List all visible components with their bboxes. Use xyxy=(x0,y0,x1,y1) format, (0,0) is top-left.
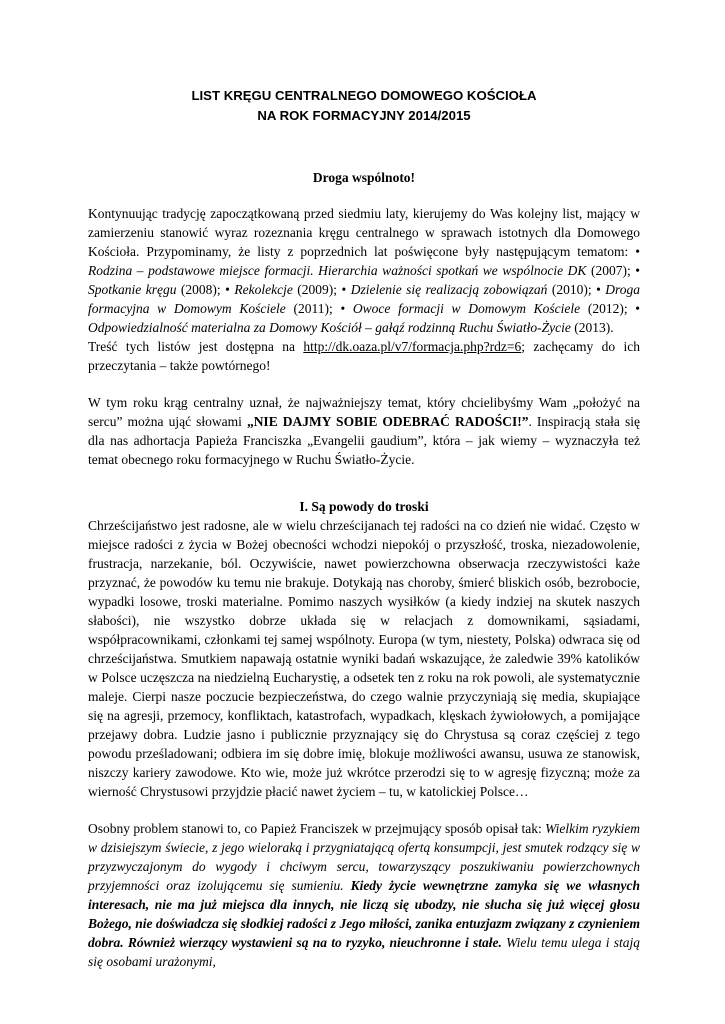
document-page xyxy=(88,86,640,971)
paragraph-intro: Kontynuując tradycję zapoczątkowaną przed siedmiu laty, kierujemy do Was kolejny list, mający w zamierzeniu stanowić wyraz rozeznania kręgu centralnego w sprawach istotnych dla Domowego Kościoła. Przypominamy, że listy z poprzednich lat poświęcone były następującym tematom: • Rodzina – podstawowe miejsce formacji. Hierarchia ważności spotkań we wspólnocie DK (2007); • Spotkanie kręgu (2008); • Rekolekcje (2009); • Dzielenie się realizacją zobowiązań (2010); • Droga formacyjna w Domowym Kościele (2011); • Owoce formacji w Domowym Kościele (2012); • Odpowiedzialność materialna za Domowy Kościół – gałąź rodzinną Ruchu Światło-Życie (2013). Treść tych listów jest dostępna na http://dk.oaza.pl/v7/formacja.php?rdz=6; zachęcamy do ich przeczytania – także powtórnego! xyxy=(88,206,641,373)
theme-slogan: „NIE DAJMY SOBIE ODEBRAĆ RADOŚCI!” xyxy=(246,414,529,429)
section-heading: I. Są powody do troski xyxy=(299,499,429,514)
paragraph-pope-quote: Osobny problem stanowi to, co Papież Franciszek w przejmujący sposób opisał tak: Wielkim ryzykiem w dzisiejszym świecie, z jego wieloraką i przygniatającą ofertą konsumpcji, jest smutek rodzący się w przyzwyczajonym do wygody i chciwym sercu, towarzyszący poszukiwaniu powierzchownych przyjemności oraz izolującemu się sumieniu. Kiedy życie wewnętrzne zamyka się we własnych interesach, nie ma już miejsca dla innych, nie liczą się ubodzy, nie słucha się już więcej głosu Bożego, nie doświadcza się słodkiej radości z Jego miłości, zanika entuzjazm związany z czynieniem dobra. Również wierzący wystawieni są na to ryzyko, nieuchronne i stałe. Wielu temu ulega i stają się osobami urażonymi, xyxy=(88,821,641,969)
document-title-line-1: LIST KRĘGU CENTRALNEGO DOMOWEGO KOŚCIOŁA xyxy=(191,88,537,103)
paragraph-theme: W tym roku krąg centralny uznał, że najważniejszy temat, który chcielibyśmy Wam „położyć na sercu” można ująć słowami „NIE DAJMY SOBIE ODEBRAĆ RADOŚCI!”. Inspiracją stała się dla nas adhortacja Papieża Franciszka „Evangelii gaudium”, która – jak wiemy – wyznaczyła też temat obecnego roku formacyjnego w Ruchu Światło-Życie. xyxy=(88,395,640,467)
paragraph-section-1: Chrześcijaństwo jest radosne, ale w wielu chrześcijanach tej radości na co dzień nie widać. Często w miejsce radości z życia w Bożej obecności wchodzi niepokój o przyszłość, troska, niezadowolenie, frustracja, narzekanie, ból. Oczywiście, nawet powierzchowna obserwacja rzeczywistości każe przyznać, że powodów ku temu nie brakuje. Dotykają nas choroby, śmierć bliskich osób, bezrobocie, wypadki losowe, troski materialne. Pomimo naszych wysiłków (a kiedy indziej na skutek naszych słabości), nie wszystko dobrze układa się w relacjach z domownikami, sąsiadami, współpracownikami, członkami tej samej wspólnoty. Europa (w tym, niestety, Polska) odwraca się od chrześcijaństwa. Smutkiem napawają ostatnie wyniki badań wskazujące, że zaledwie 39% katolików w Polsce uczęszcza na niedzielną Eucharystię, a odsetek ten z roku na rok powoli, ale systematycznie maleje. Cierpi nasze poczucie bezpieczeństwa, do czego walnie przyczyniają się media, skupiające się na agresji, przemocy, konfliktach, katastrofach, wypadkach, klęskach żywiołowych, a pomijające przejawy dobra. Ludzie jasno i publicznie przyznający się do Chrystusa są coraz częściej z tego powodu prześladowani; odbiera im się dobre imię, blokuje możliwości awansu, usuwa ze stanowisk, niszczy kariery zawodowe. Kto wie, może już wkrótce przerodzi się to w agresję fizyczną; może za wierność Chrystusowi przyjdzie płacić nawet życiem – tu, w katolickiej Polsce… xyxy=(88,518,640,799)
letters-archive-link[interactable]: http://dk.oaza.pl/v7/formacja.php?rdz=6 xyxy=(303,339,522,354)
greeting: Droga wspólnoto! xyxy=(312,170,416,185)
document-title-line-2: NA ROK FORMACYJNY 2014/2015 xyxy=(257,108,471,123)
